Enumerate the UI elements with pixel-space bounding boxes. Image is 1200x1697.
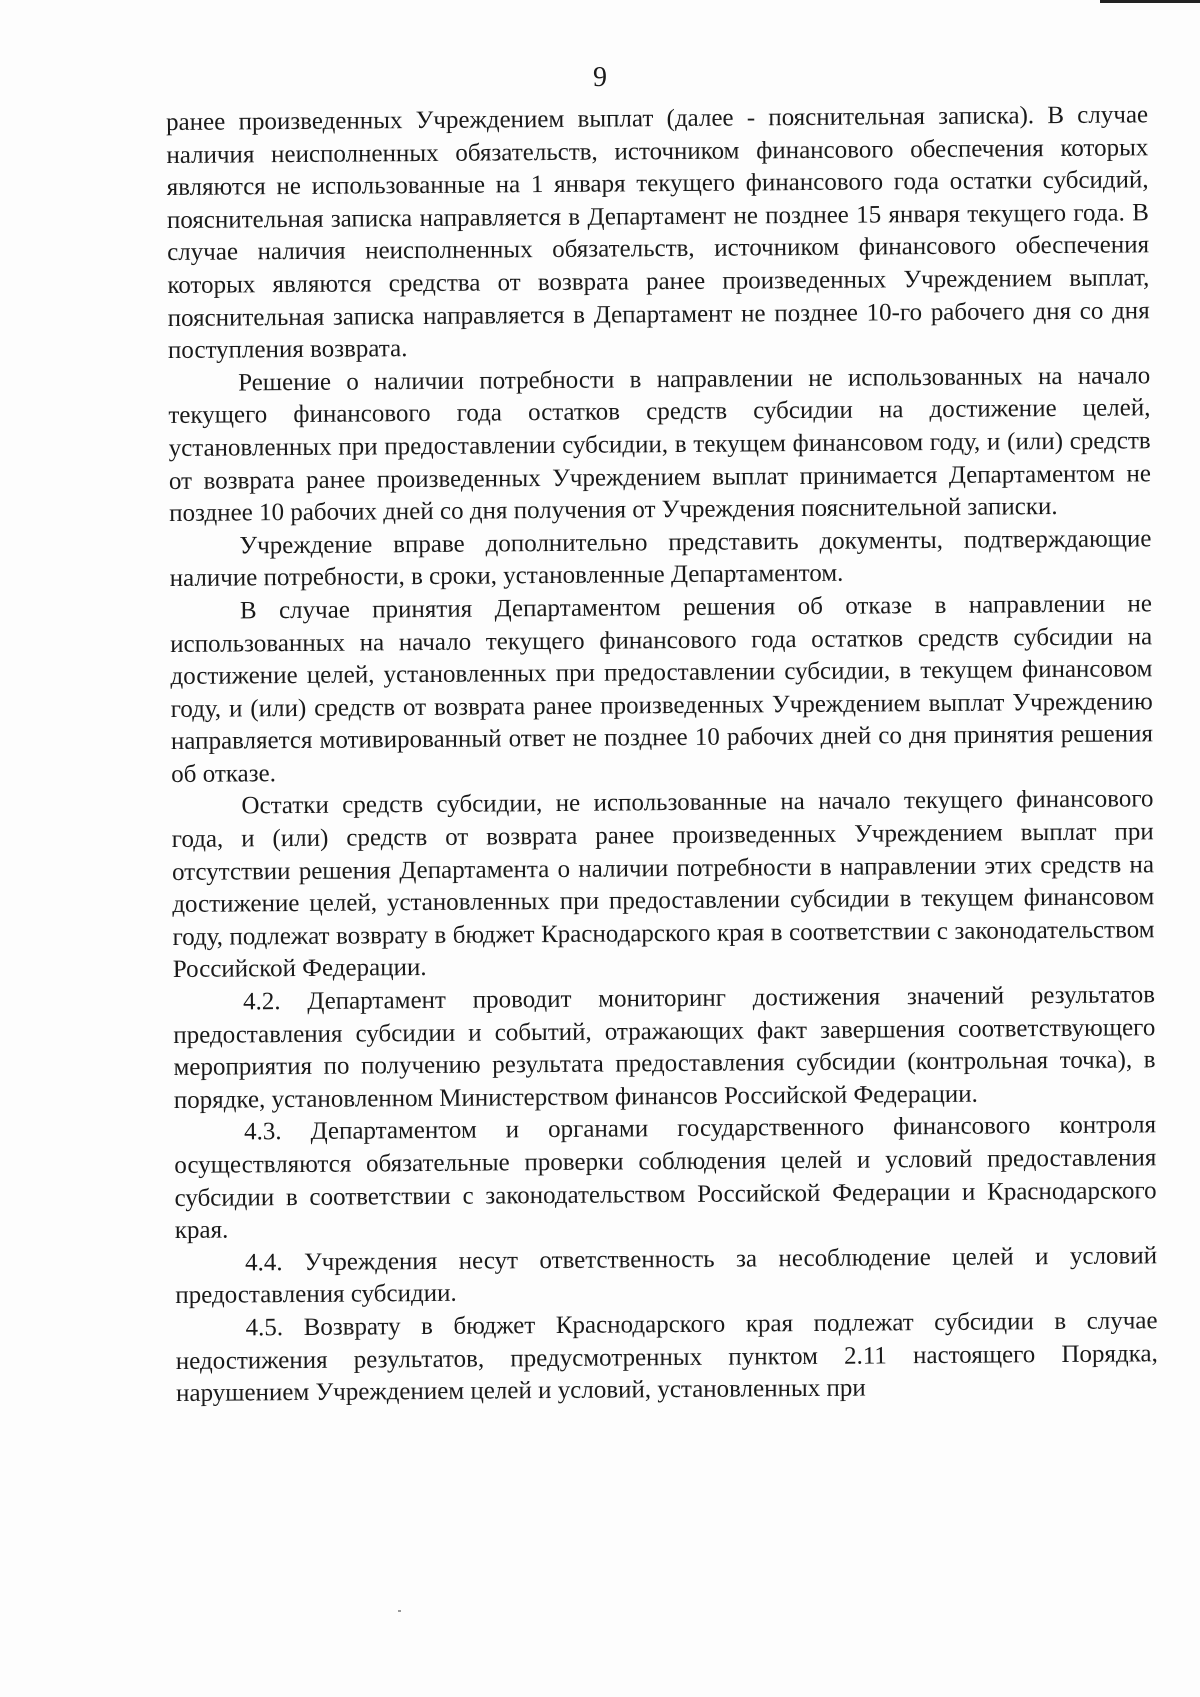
paragraph-section-4-5: 4.5. Возврату в бюджет Краснодарского края подлежат субсидии в случае недостижения результатов, предусмотренных пунктом 2.11 настоящего Порядка, нарушением Учреждением целей и условий, установленных при <box>175 1307 1158 1408</box>
paragraph-section-4-2: 4.2. Департамент проводит мониторинг достижения значений результатов предоставления субсидии и событий, отражающих факт завершения соответствующего мероприятия по получению результата предоставления субсидии (контрольная точка), в порядке, установленном Министерством финансов Российской Федерации. <box>173 981 1156 1114</box>
paragraph-section-4-3: 4.3. Департаментом и органами государственного финансового контроля осуществляются обязательные проверки соблюдения целей и условий предоставления субсидии в соответствии с законодательством Российской Федерации и Краснодарского края. <box>174 1111 1157 1245</box>
paragraph-decision-on-need: Решение о наличии потребности в направлении не использованных на начало текущего финансового года остатков средств субсидии на достижение целей, установленных при предоставлении субсидии, в текущем финансовом году, и (или) средств от возврата ранее произведенных Учреждением выплат принимается Департаментом не позднее 10 рабочих дней со дня получения от Учреждения пояснительной записки. <box>168 362 1152 528</box>
paragraph-section-4-4: 4.4. Учреждения несут ответственность за несоблюдение целей и условий предоставления субсидии. <box>175 1242 1158 1310</box>
page-number: 9 <box>593 62 607 93</box>
paragraph-remaining-funds: Остатки средств субсидии, не использованные на начало текущего финансового года, и (или) средств от возврата ранее произведенных Учреждением выплат при отсутствии решения Департамента о наличии потребности в направлении этих средств на достижение целей, установленных при предоставлении субсидии в текущем финансовом году, подлежат возврату в бюджет Краснодарского края в соответствии с законодательством Российской Федерации. <box>171 785 1155 984</box>
paragraph-refusal-decision: В случае принятия Департаментом решения об отказе в направлении не использованных на начало текущего финансового года остатков средств субсидии на достижение целей, установленных при предоставлении субсидии, в текущем финансовом году, и (или) средств от возврата ранее произведенных Учреждением выплат Учреждению направляется мотивированный ответ не позднее 10 рабочих дней со дня принятия решения об отказе. <box>170 590 1154 788</box>
paragraph-additional-documents: Учреждение вправе дополнительно представить документы, подтверждающие наличие потребности, в сроки, установленные Департаментом. <box>169 524 1152 593</box>
paragraph-continuation: ранее произведенных Учреждением выплат (далее - пояснительная записка). В случае наличия неисполненных обязательств, источником финансового обеспечения которых являются не использованные на 1 января текущего финансового года остатки субсидий, пояснительная записка направляется в Департамент не позднее 15 января текущего года. В случае наличия неисполненных обязательств, источником финансового обеспечения которых являются средства от возврата ранее произведенных Учреждением выплат, пояснительная записка направляется в Департамент не позднее 10-го рабочего дня со дня поступления возврата. <box>166 101 1150 365</box>
scan-artifact <box>398 1610 401 1612</box>
scan-edge-mark <box>1100 0 1200 3</box>
document-body <box>166 99 1158 1410</box>
